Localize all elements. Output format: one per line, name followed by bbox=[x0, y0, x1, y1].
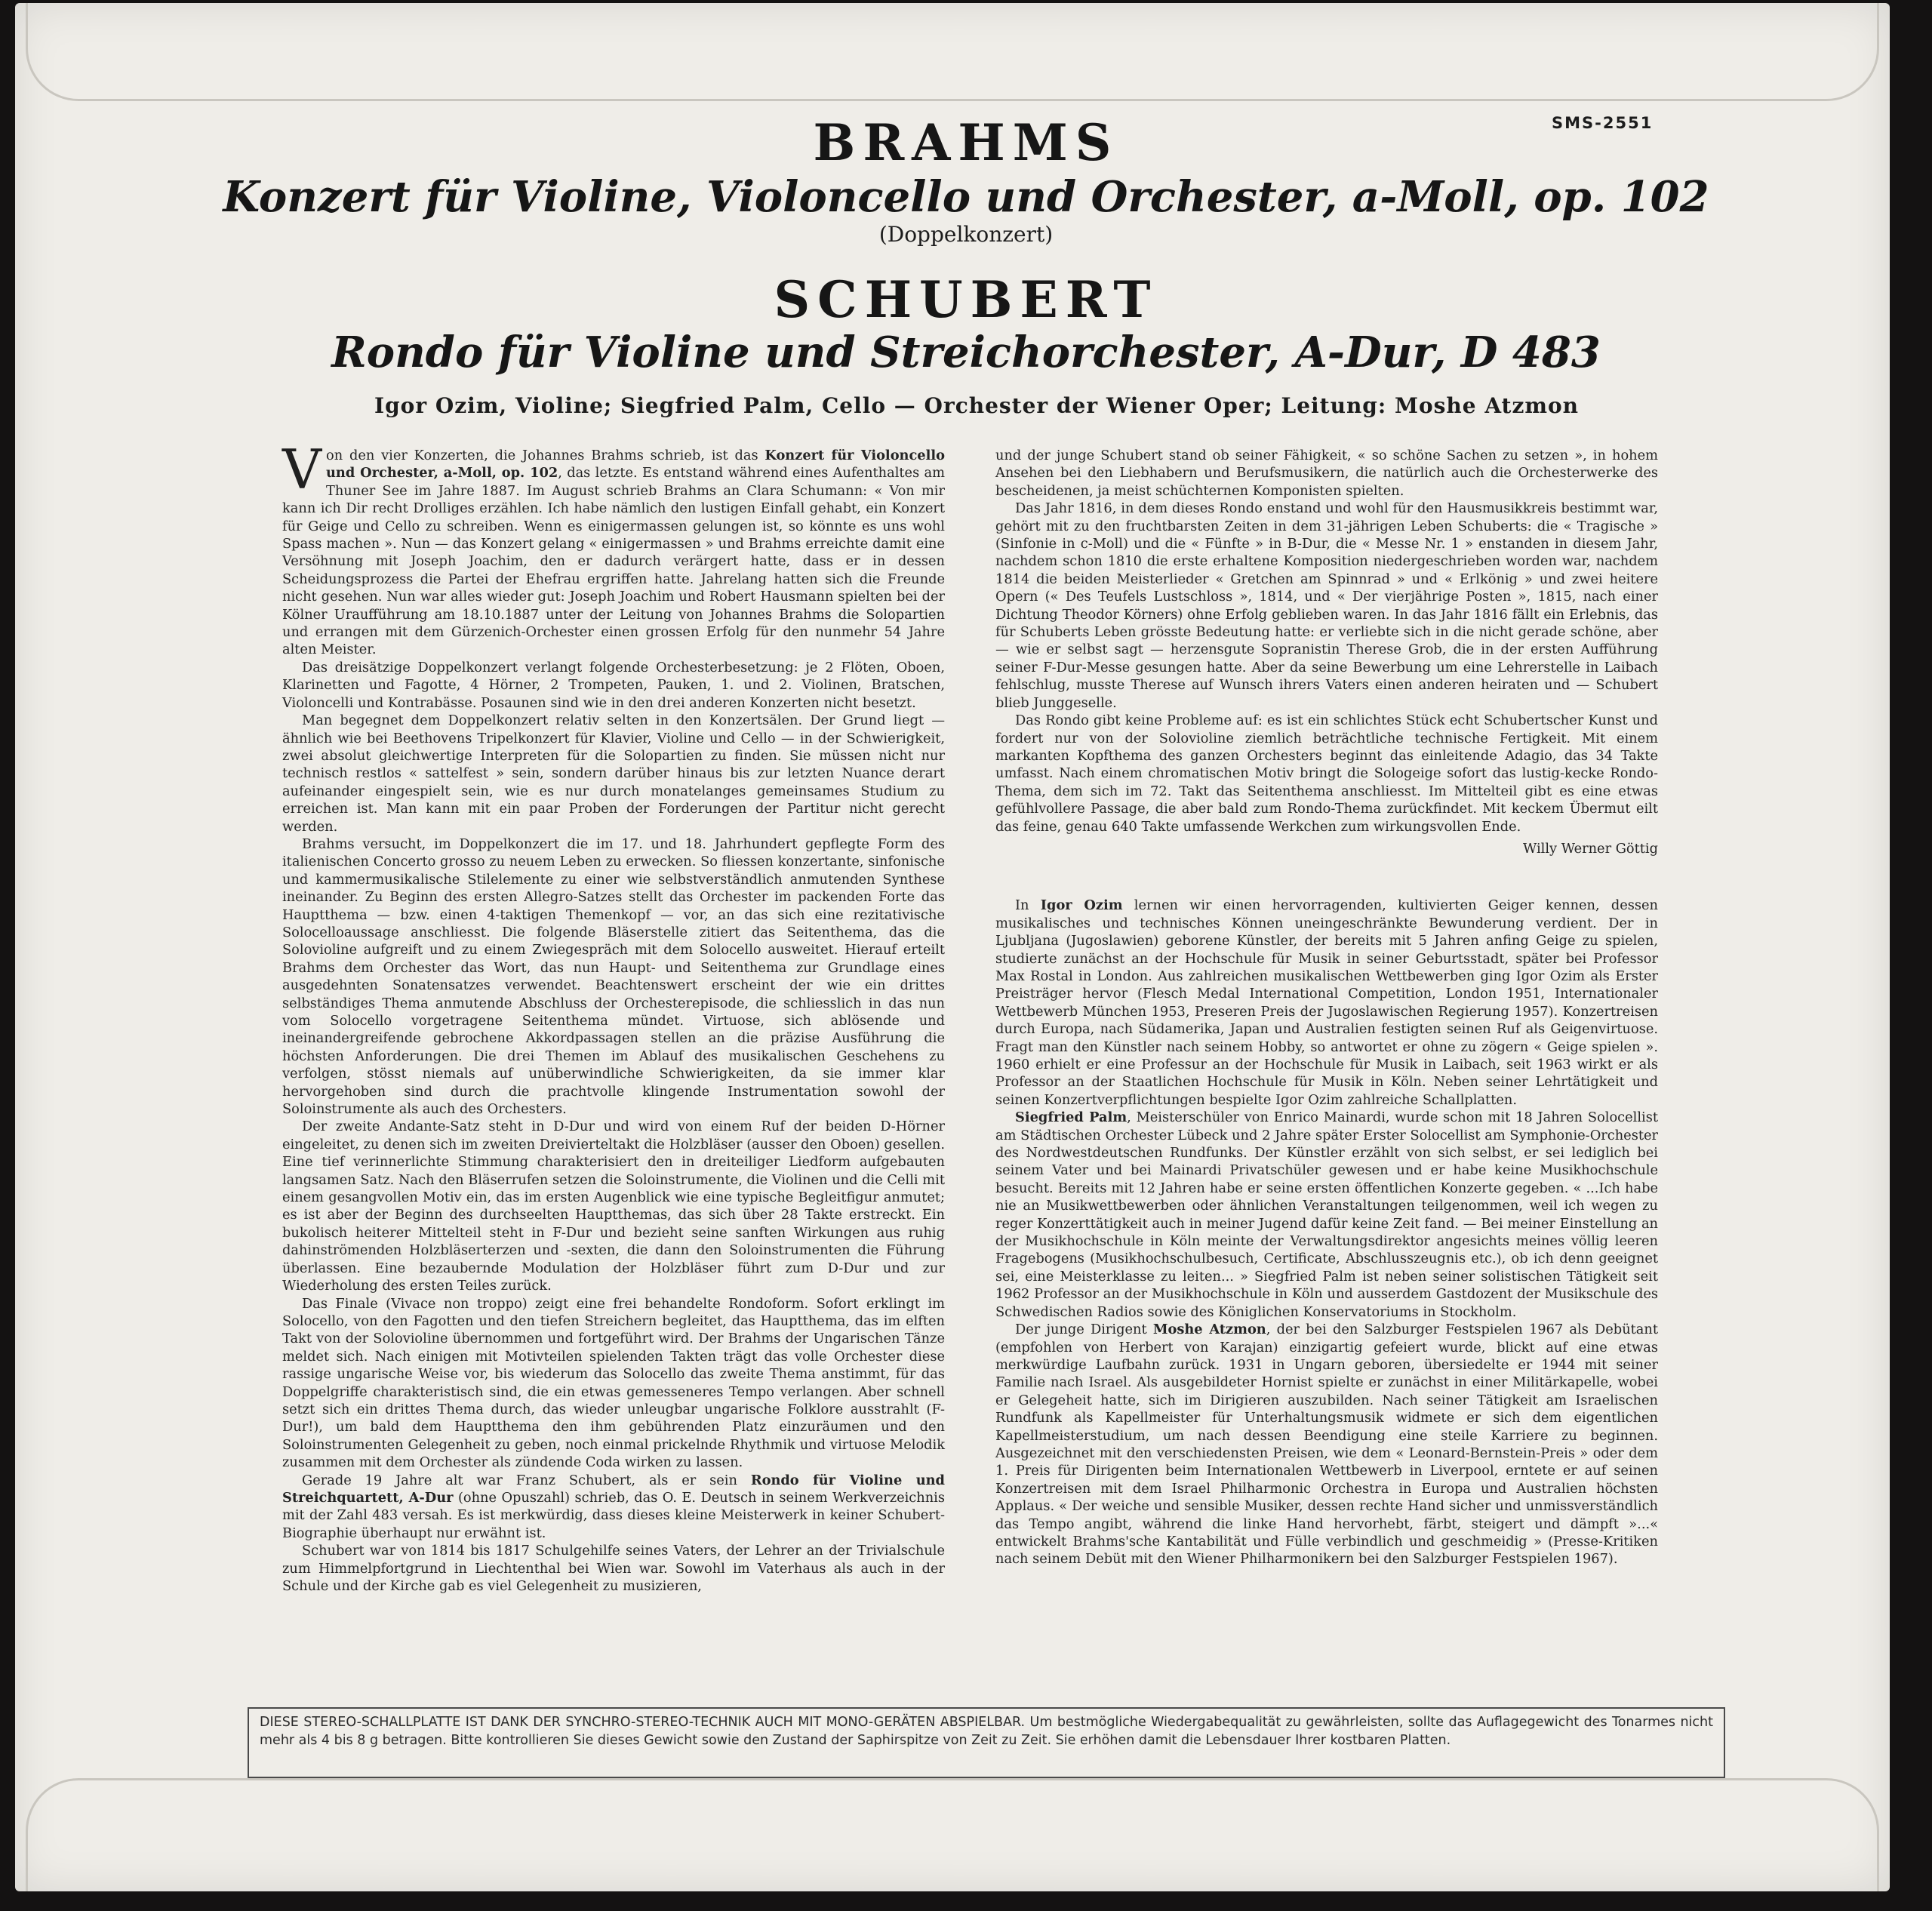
paragraph: und der junge Schubert stand ob seiner Fähigkeit, « so schöne Sachen zu setzen », in hohem Ansehen bei den Liebhabern und Berufsmusikern, die natürlich auch die Orchesterwerke des bescheidenen, ja meist schüchternen Komponisten spielten. bbox=[995, 448, 1658, 499]
work-title-brahms: Konzert für Violine, Violoncello und Orchester, a-Moll, op. 102 bbox=[223, 172, 1709, 222]
paragraph bbox=[995, 1109, 1658, 1321]
text: Gerade 19 Jahre alt war Franz Schubert, als er sein bbox=[302, 1472, 751, 1488]
sleeve-top-flap bbox=[26, 3, 1879, 101]
work-reference: Rondo für Violine und Streichquartett, A-Dur bbox=[282, 1472, 945, 1506]
liner-notes-left-column bbox=[282, 438, 945, 1595]
text: , Meisterschüler von Enrico Mainardi, wurde schon mit 18 Jahren Solocellist am Städtischen Orchester Lübeck und 2 Jahre später Erster Solocellist am Symphonie-Orchester des Nordwestdeutschen Rundfunks. Der Künstler erzählt von sich selbst, er sei lediglich bei seinem Vater und bei Mainardi Privatschüler gewesen und er habe keine Musikhochschule besucht. Bereits mit 12 Jahren habe er seine ersten öffentlichen Konzerte gegeben. « ...Ich habe nie an Musikwettbewerben oder ähnlichen Veranstaltungen teilgenommen, weil ich wegen zu reger Konzerttätigkeit auch in meiner Jugend dafür keine Zeit fand. — Bei meiner Einstellung an der Musikhochschule in Köln meinte der Verwaltungsdirektor angesichts meines völlig leeren Fragebogens (Musikhochschulbesuch, Certificate, Abschlusszeugnis etc.), ob ich denn geeignet sei, eine Meisterklasse zu leiten... » Siegfried Palm ist neben seiner solistischen Tätigkeit seit 1962 Professor an der Musikhochschule in Köln und ausserdem Gastdozent der Musikschule des Schwedischen Radios sowie des Königlichen Konservatoriums in Stockholm. bbox=[995, 1109, 1658, 1320]
work-subtitle-brahms: (Doppelkonzert) bbox=[878, 222, 1054, 247]
paragraph: Schubert war von 1814 bis 1817 Schulgehilfe seines Vaters, der Lehrer an der Trivialschule zum Himmelpfortgrund in Liechtenthal bei Wien war. Sowohl im Vaterhaus als auch in der Schule und der Kirche gab es viel Gelegenheit zu musizieren, bbox=[282, 1543, 945, 1594]
artist-name: Igor Ozim bbox=[1040, 897, 1123, 914]
composer-schubert: SCHUBERT bbox=[774, 270, 1158, 329]
paragraph: Man begegnet dem Doppelkonzert relativ selten in den Konzertsälen. Der Grund liegt — ähnlich wie bei Beethovens Tripelkonzert für Klavier, Violine und Cello — in der Schwierigkeit, zwei absolut gleichwertige Interpreten für die Solopartien zu finden. Sie müssen nicht nur technisch restlos « sattelfest » sein, sondern darüber hinaus bis zur letzten Nuance derart aufeinander eingespielt sein, wie es nur durch monatelanges gemeinsames Studium zu erreichen ist. Man kann mit ein paar Proben der Forderungen der Partitur nicht gerecht werden. bbox=[282, 712, 945, 835]
paragraph: Der zweite Andante-Satz steht in D-Dur und wird von einem Ruf der beiden D-Hörner eingeleitet, zu denen sich im zweiten Dreivierteltakt die Holzbläser (ausser den Oboen) gesellen. Eine tief verinnerlichte Stimmung charakterisiert den in dreiteiliger Liedform aufgebauten langsamen Satz. Nach den Bläserrufen setzen die Soloinstrumente, die Violinen und die Celli mit einem gesangvollen Motiv ein, das im ersten Augenblick wie eine typische Begleitfigur anmutet; es ist aber der Beginn des durchseelten Hauptthemas, das sich über 28 Takte erstreckt. Ein bukolisch heiterer Mittelteil steht in F-Dur und bezieht seine sanften Wirkungen aus ruhig dahinströmenden Holzbläserterzen und -sexten, die dann den Soloinstrumenten die Führung überlassen. Eine bezaubernde Modulation der Holzbläser führt zum D-Dur und zur Wiederholung des ersten Teiles zurück. bbox=[282, 1119, 945, 1294]
text: , der bei den Salzburger Festspielen 1967 als Debütant (empfohlen von Herbert von Karajan) einzigartig gefeiert wurde, blickt auf eine etwas merkwürdige Laufbahn zurück. 1931 in Ungarn geboren, übersiedelte er 1944 mit seiner Familie nach Israel. Als ausgebildeter Hornist spielte er zunächst in einer Militärkapelle, wobei er Gelegeheit hatte, sich im Dirigieren auszubilden. Nach seiner Tätigkeit am Israelischen Rundfunk als Kapellmeister für Unterhaltungsmusik widmete er sich dem eigentlichen Kapellmeisterstudium, um nach dessen Beendigung eine steile Karriere zu beginnen. Ausgezeichnet mit den verschiedensten Preisen, wie dem « Leonard-Bernstein-Preis » oder dem 1. Preis für Dirigenten beim Internationalen Wettbewerb in Liverpool, erntete er auf seinen Konzertreisen mit dem Israel Philharmonic Orchestra in Europa und Australien höchsten Applaus. « Der weiche und sensible Musiker, dessen rechte Hand sicher und unmissverständlich das Tempo angibt, während die linke Hand hervorhebt, färbt, steigert und dämpft »...« entwickelt Brahms'sche Kantabilität und Fülle verbindlich und geschmeidig » (Presse-Kritiken nach seinem Debüt mit den Wiener Philharmonikern bei den Salzburger Festspielen 1967). bbox=[995, 1322, 1658, 1568]
paragraph: Brahms versucht, im Doppelkonzert die im 17. und 18. Jahrhundert gepflegte Form des italienischen Concerto grosso zu neuem Leben zu erwecken. So fliessen konzertante, sinfonische und kammermusikalische Stilelemente zu einer wie selbstverständlich anmutenden Synthese ineinander. Zu Beginn des ersten Allegro-Satzes stellt das Orchester im packenden Forte das Hauptthema — bzw. einen 4-taktigen Themenkopf — vor, an das sich eine rezitativische Solocelloaussage anschliesst. Die folgende Bläserstelle zitiert das Seitenthema, das die Solovioline aufgreift und zu einem Zwiegespräch mit dem Solocello ausweitet. Hierauf erteilt Brahms dem Orchester das Wort, das nun Haupt- und Seitenthema zur Grundlage eines ausgedehnten Sonatensatzes verwendet. Beachtenswert erscheint der wie ein drittes selbständiges Thema anmutende Abschluss der Orchesterepisode, die schliesslich in das nun vom Solocello vorgetragene Seitenthema mündet. Virtuose, sich ablösende und ineinandergreifende gebrochene Akkordpassagen stellen an die präzise Ausführung die höchsten Anforderungen. Die drei Themen im Ablauf des musikalischen Geschehens zu verfolgen, stösst niemals auf unüberwindliche Schwierigkeiten, da sie immer klar hervorgehoben sind durch die prachtvolle klingende Instrumentation sowohl der Soloinstrumente als auch des Orchesters. bbox=[282, 835, 945, 1118]
record-sleeve-back bbox=[15, 3, 1890, 1891]
paragraph bbox=[282, 1472, 945, 1543]
paragraph bbox=[282, 438, 945, 659]
paragraph bbox=[995, 897, 1658, 1109]
catalog-number: SMS-2551 bbox=[1552, 114, 1654, 132]
text: on den vier Konzerten, die Johannes Brahms schrieb, ist das bbox=[326, 448, 765, 463]
paragraph bbox=[995, 1321, 1658, 1568]
artist-name: Moshe Atzmon bbox=[1152, 1322, 1266, 1338]
text: In bbox=[1015, 897, 1041, 914]
text: (ohne Opuszahl) schrieb, das O. E. Deutsch in seinem Werkverzeichnis mit der Zahl 483 versah. Es ist merkwürdig, dass dieses kleine Meisterwerk in keiner Schubert-Biographie überhaupt nur erwähnt ist. bbox=[282, 1489, 945, 1541]
work-title-schubert: Rondo für Violine und Streichorchester, A-Dur, D 483 bbox=[331, 328, 1601, 377]
text: Der junge Dirigent bbox=[1015, 1322, 1153, 1338]
sleeve-bottom-flap bbox=[26, 1778, 1879, 1891]
paragraph: Das Jahr 1816, in dem dieses Rondo enstand und wohl für den Hausmusikkreis bestimmt war, gehört mit zu den fruchtbarsten Zeiten in dem 31-jährigen Leben Schuberts: die « Tragische » (Sinfonie in c-Moll) und die « Fünfte » in B-Dur, die « Messe Nr. 1 » enstanden in diesem Jahr, nachdem schon 1810 die erste erhaltene Komposition niedergeschrieben worden war, nachdem 1814 die beiden Meisterlieder « Gretchen am Spinnrad » und « Erlkönig » und zwei heitere Opern (« Des Teufels Lustschloss », 1814, und « Der vierjährige Posten », 1815, nach einer Dichtung Theodor Körners) ohne Erfolg geblieben waren. In das Jahr 1816 fällt ein Erlebnis, das für Schuberts Leben grösste Bedeutung hatte: er verliebte sich in die nicht gerade schöne, aber — wie er selbst sagt — herzensgute Sopranistin Therese Grob, die in der ersten Aufführung seiner F-Dur-Messe gesungen hatte. Aber da seine Bewerbung um eine Lehrerstelle in Laibach fehlschlug, musste Therese auf Wunsch ihrers Vaters einen anderen heiraten und — Schubert blieb Junggeselle. bbox=[995, 500, 1658, 711]
text: , das letzte. Es entstand während eines Aufenthaltes am Thuner See im Jahre 1887. Im August schrieb Brahms an Clara Schumann: « Von mir kann ich Dir recht Drolliges erzählen. Ich habe nämlich den lustigen Einfall gehabt, ein Konzert für Geige und Cello zu schreiben. Wenn es einigermassen gelungen ist, so könnte es uns wohl Spass machen ». Nun — das Konzert gelang « einigermassen » und Brahms erreichte damit eine Versöhnung mit Joseph Joachim, den er dadurch verärgert hatte, dass er in dessen Scheidungsprozess die Partei der Ehefrau ergriffen hatte. Jahrelang hatten sich die Freunde nicht gesehen. Nun war alles wieder gut: Joseph Joachim und Robert Hausmann spielten bei der Kölner Uraufführung am 18.10.1887 unter der Leitung von Johannes Brahms die Solopartien und errangen mit dem Gürzenich-Orchester einen grossen Erfolg für den nunmehr 54 Jahre alten Meister. bbox=[282, 465, 945, 658]
work-reference: Konzert für Violoncello und Orchester, a-Moll, op. 102 bbox=[326, 448, 945, 482]
composer-brahms: BRAHMS bbox=[813, 113, 1119, 172]
paragraph: Das dreisätzige Doppelkonzert verlangt folgende Orchesterbesetzung: je 2 Flöten, Oboen, Klarinetten und Fagotte, 4 Hörner, 2 Trompeten, Pauken, 1. und 2. Violinen, Bratschen, Violoncelli und Kontrabässe. Posaunen sind wie in den drei anderen Konzerten nicht besetzt. bbox=[282, 659, 945, 711]
paragraph: Das Finale (Vivace non troppo) zeigt eine frei behandelte Rondoform. Sofort erklingt im Solocello, von den Fagotten und den tiefen Streichern begleitet, das Hauptthema, das im elften Takt von der Solovioline übernommen und fortgeführt wird. Der Brahms der Ungarischen Tänze meldet sich. Nach einigen mit Motivteilen spielenden Takten trägt das volle Orchester diese rassige ungarische Weise vor, bis wiederum das Solocello das zweite Thema anstimmt, für das Doppelgriffe charakteristisch sind, die ein etwas gemesseneres Tempo verlangen. Aber schnell setzt sich ein drittes Thema durch, das wieder unleugbar ungarische Folklore ausstrahlt (F-Dur!), um bald dem Hauptthema den ihm gebührenden Platz einzuräumen und den Soloinstrumenten Gelegenheit zu geben, noch einmal prickelnde Rhythmik und virtuose Melodik zusammen mit dem Orchester als zündende Coda wirken zu lassen. bbox=[282, 1295, 945, 1471]
performers-line: Igor Ozim, Violine; Siegfried Palm, Cello — Orchester der Wiener Oper; Leitung: Moshe Atzmon bbox=[374, 393, 1580, 418]
artist-name: Siegfried Palm bbox=[1015, 1109, 1128, 1126]
drop-cap: V bbox=[282, 438, 321, 501]
text: lernen wir einen hervorragenden, kultivierten Geiger kennen, dessen musikalisches und technisches Können uneingeschränkte Bewunderung verdient. Der in Ljubljana (Jugoslawien) geborene Künstler, der bereits mit 5 Jahren anfing Geige zu spielen, studierte zunächst an der Hochschule für Musik in seiner Geburtsstadt, später bei Professor Max Rostal in London. Aus zahlreichen musikalischen Wettbewerben ging Igor Ozim als Erster Preisträger hervor (Flesch Medal International Competition, London 1951, Internationaler Wettbewerb München 1953, Preseren Preis der Jugoslawischen Regierung 1957). Konzertreisen durch Europa, nach Südamerika, Japan und Australien festigten seinen Ruf als Geigenvirtuose. Fragt man den Künstler nach seinem Hobby, so antwortet er ohne zu zögern « Geige spielen ». 1960 erhielt er eine Professur an der Hochschule für Musik in Laibach, seit 1963 wirkt er als Professor an der Staatlichen Hochschule für Musik in Köln. Neben seiner Lehrtätigkeit und seinen Konzertverpflichtungen bespielte Igor Ozim zahlreiche Schallplatten. bbox=[995, 897, 1658, 1108]
paragraph: Das Rondo gibt keine Probleme auf: es ist ein schlichtes Stück echt Schubertscher Kunst und fordert nur von der Solovioline ziemlich beträchtliche technische Fertigkeit. Mit einem markanten Kopfthema des ganzen Orchesters beginnt das einleitende Adagio, das 34 Takte umfasst. Nach einem chromatischen Motiv bringt die Sologeige sofort das lustig-kecke Rondo-Thema, dem sich im 72. Takt das Seitenthema anschliesst. Im Mittelteil gibt es eine etwas gefühlvollere Passage, die aber bald zum Rondo-Thema zurückfindet. Mit keckem Übermut eilt das feine, genau 640 Takte umfassende Werkchen zum wirkungsvollen Ende. bbox=[995, 712, 1658, 835]
stereo-notice-box: DIESE STEREO-SCHALLPLATTE IST DANK DER SYNCHRO-STEREO-TECHNIK AUCH MIT MONO-GERÄTEN ABSPIELBAR. Um bestmögliche Wiedergabequalität zu gewährleisten, sollte das Auflagegewicht des Tonarmes nicht mehr als 4 bis 8 g betragen. Bitte kontrollieren Sie dieses Gewicht sowie den Zustand der Saphirspitze von Zeit zu Zeit. Sie erhöhen damit die Lebensdauer Ihrer kostbaren Platten. bbox=[248, 1707, 1725, 1778]
author-signature: Willy Werner Göttig bbox=[1523, 840, 1658, 857]
liner-notes-right-column bbox=[995, 447, 1658, 1568]
